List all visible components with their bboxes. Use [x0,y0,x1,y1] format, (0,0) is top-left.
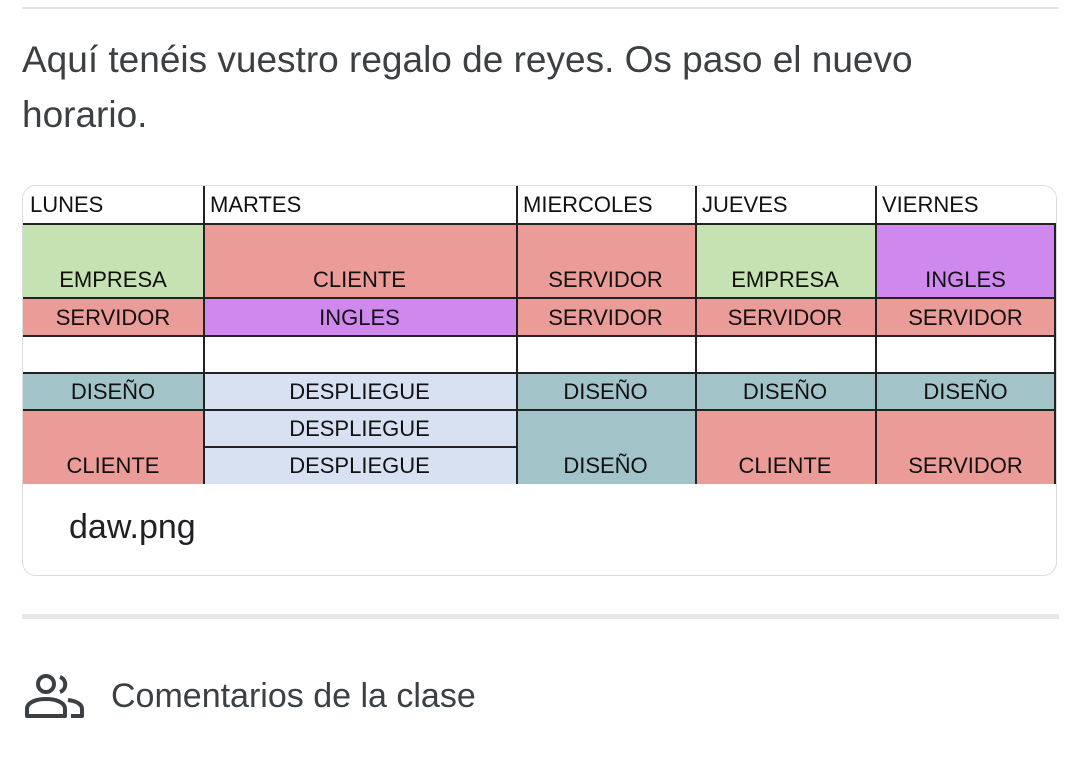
grid-line [23,409,1056,411]
people-icon [24,672,86,720]
attachment-card[interactable] [22,185,1057,576]
cell-lunes-1: EMPRESA [23,224,203,298]
section-divider [22,614,1059,619]
cell-miercoles-4: DISEÑO [516,410,695,484]
cell-jueves-4: CLIENTE [695,410,875,484]
cell-viernes-4: SERVIDOR [875,410,1056,484]
cell-miercoles-2: SERVIDOR [516,298,695,336]
header-lunes: LUNES [30,192,104,217]
grid-line [203,446,516,448]
cell-lunes-2: SERVIDOR [23,298,203,336]
attachment-file-name: daw.png [69,508,196,546]
cell-lunes-3: DISEÑO [23,373,203,410]
class-comments-label: Comentarios de la clase [111,676,476,715]
cell-martes-4b: DESPLIEGUE [203,447,516,484]
cell-martes-3: DESPLIEGUE [203,373,516,410]
cell-martes-4a: DESPLIEGUE [203,410,516,447]
cell-jueves-1: EMPRESA [695,224,875,298]
cell-viernes-1: INGLES [875,224,1056,298]
cell-viernes-3: DISEÑO [875,373,1056,410]
grid-line [23,372,1056,374]
header-viernes: VIERNES [882,192,979,217]
class-comments-button[interactable] [24,670,476,722]
header-jueves: JUEVES [702,192,788,217]
cell-jueves-2: SERVIDOR [695,298,875,336]
cell-miercoles-1: SERVIDOR [516,224,695,298]
post-text: Aquí tenéis vuestro regalo de reyes. Os paso el nuevo horario. [22,39,913,135]
grid-line [23,223,1056,225]
top-divider [22,7,1059,9]
schedule-image [23,186,1056,484]
grid-line [23,335,1056,337]
cell-martes-2: INGLES [203,298,516,336]
cell-miercoles-3: DISEÑO [516,373,695,410]
header-martes: MARTES [210,192,302,217]
cell-martes-1: CLIENTE [203,224,516,298]
header-miercoles: MIERCOLES [523,192,653,217]
grid-line [1054,224,1056,484]
cell-jueves-3: DISEÑO [695,373,875,410]
cell-viernes-2: SERVIDOR [875,298,1056,336]
cell-lunes-4: CLIENTE [23,410,203,484]
grid-line [23,297,1056,299]
